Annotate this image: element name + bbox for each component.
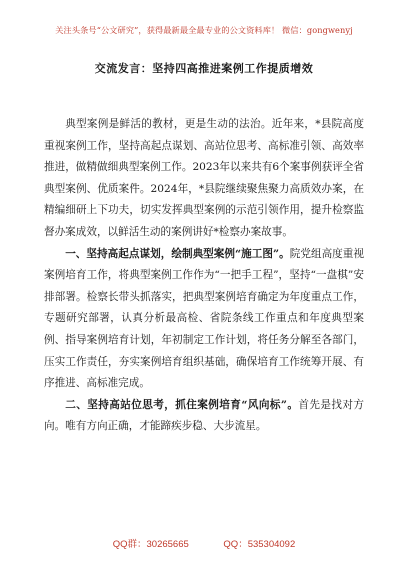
header-note: 关注头条号“公文研究”，获得最新最全最专业的公文资料库！ 微信：gongwenyj (55, 25, 353, 35)
document-title: 交流发言：坚持四高推进案例工作提质增效 (94, 62, 314, 75)
document-body (44, 114, 364, 438)
section-2-text: 首先是找对方向。唯有方向正确，才能蹄疾步稳、大步流星。 (44, 398, 365, 433)
section-2-heading: 二、坚持高站位思考，抓住案例培育“风向标”。 (65, 398, 299, 411)
footer-qq-group: QQ群：30265665 (112, 539, 189, 550)
footer-qq: QQ：535304092 (223, 539, 296, 550)
section-1-paragraph (44, 244, 364, 395)
section-1-heading: 一、坚持高起点谋划，绘制典型案例“施工图”。 (65, 247, 290, 260)
footer-contacts (0, 536, 408, 550)
intro-paragraph: 典型案例是鲜活的教材，更是生动的法治。近年来，*县院高度重视案例工作，坚持高起点谋划、高站位思考、高标准引领、高效率推进，做精做细典型案例工作。2023年以来共有6个案事例获评全省典型案例、优质案件。2024年，*县院继续聚焦聚力高质效办案，在精编细研上下功夫，切实发挥典型案例的示范引领作用，提升检察监督办案成效，以鲜活生动的案例讲好*检察办案故事。 (44, 118, 364, 238)
section-1-text: 院党组高度重视案例培育工作，将典型案例工作作为“一把手工程”，坚持“一盘棋”安排部署。检察长带头抓落实，把典型案例培育确定为年度重点工作，专题研究部署，认真分析最高检、省院条线工作重点和年度典型案例、指导案例培育计划，年初制定工作计划，将任务分解至各部门，压实工作责任，夯实案例培育组织基础，确保培育工作统筹开展、有序推进、高标准完成。 (44, 247, 365, 390)
section-2-paragraph (44, 395, 364, 438)
